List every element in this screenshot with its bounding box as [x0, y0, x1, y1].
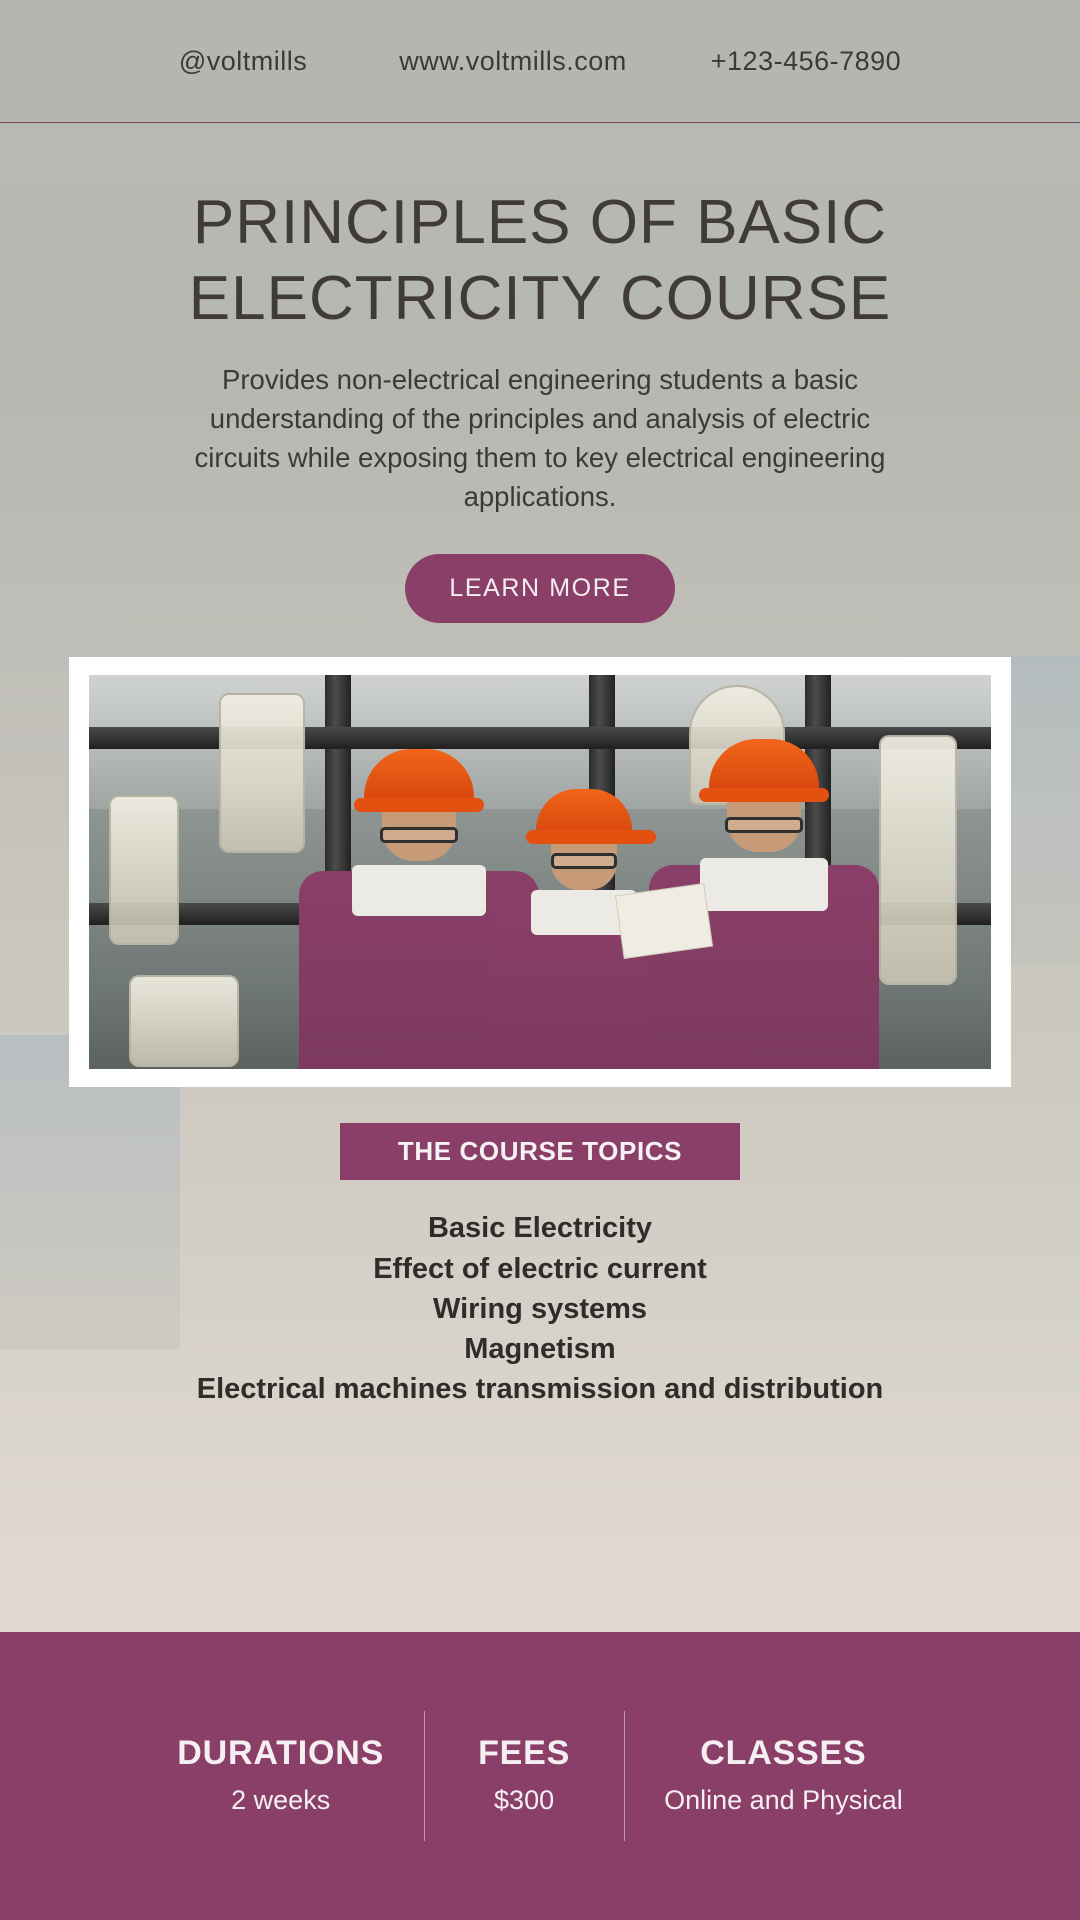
- phone-number[interactable]: +123-456-7890: [710, 45, 902, 76]
- list-item: Effect of electric current: [373, 1252, 707, 1285]
- footer-column-fees: [424, 1734, 624, 1818]
- list-item: Wiring systems: [432, 1292, 648, 1325]
- hero-image: [89, 675, 991, 1069]
- photo-student-right-glasses: [725, 817, 803, 833]
- topics-list: [0, 1208, 1080, 1409]
- course-description: Provides non-electrical engineering students a basic understanding of the principles and analysis of electric circuits while exposing them to key electrical engineering applications.: [194, 364, 886, 513]
- footer-durations-value: 2 weeks: [231, 1784, 331, 1815]
- page-title: [0, 185, 1080, 336]
- photo-glass-vessel-4: [879, 735, 957, 985]
- photo-student-center-helmet: [536, 789, 632, 837]
- photo-student-right-collar: [700, 858, 829, 911]
- photo-student-left-helmet: [364, 749, 474, 805]
- learn-more-button[interactable]: LEARN MORE: [405, 554, 674, 623]
- website-link[interactable]: www.voltmills.com: [399, 45, 627, 76]
- footer-fees-title: FEES: [478, 1733, 571, 1772]
- photo-notepad: [615, 883, 713, 959]
- footer-classes-title: CLASSES: [700, 1733, 867, 1772]
- list-item: Basic Electricity: [427, 1212, 653, 1245]
- photo-student-right: [649, 739, 879, 1069]
- photo-glass-vessel-2: [109, 795, 179, 945]
- contact-bar: [0, 0, 1080, 123]
- footer-column-durations: [137, 1734, 424, 1818]
- footer-classes-value: Online and Physical: [664, 1784, 903, 1815]
- footer-durations-title: DURATIONS: [177, 1733, 385, 1772]
- cta-container: [0, 554, 1080, 623]
- photo-student-left-collar: [352, 865, 486, 916]
- topics-badge: THE COURSE TOPICS: [340, 1123, 740, 1180]
- list-item: Electrical machines transmission and distribution: [196, 1373, 884, 1406]
- list-item: Magnetism: [464, 1333, 616, 1366]
- social-handle[interactable]: @voltmills: [178, 45, 308, 76]
- photo-glass-vessel-1: [219, 693, 305, 853]
- details-footer: [0, 1632, 1080, 1920]
- photo-student-center-glasses: [551, 853, 617, 869]
- photo-equipment-block: [129, 975, 239, 1067]
- hero-image-frame: [69, 657, 1011, 1087]
- page-title-line-2: ELECTRICITY COURSE: [188, 263, 892, 333]
- footer-column-classes: [624, 1734, 943, 1818]
- page-title-line-1: PRINCIPLES OF BASIC: [192, 188, 888, 257]
- footer-fees-value: $300: [494, 1784, 555, 1815]
- photo-student-left-glasses: [380, 827, 458, 843]
- photo-student-right-helmet: [709, 739, 819, 795]
